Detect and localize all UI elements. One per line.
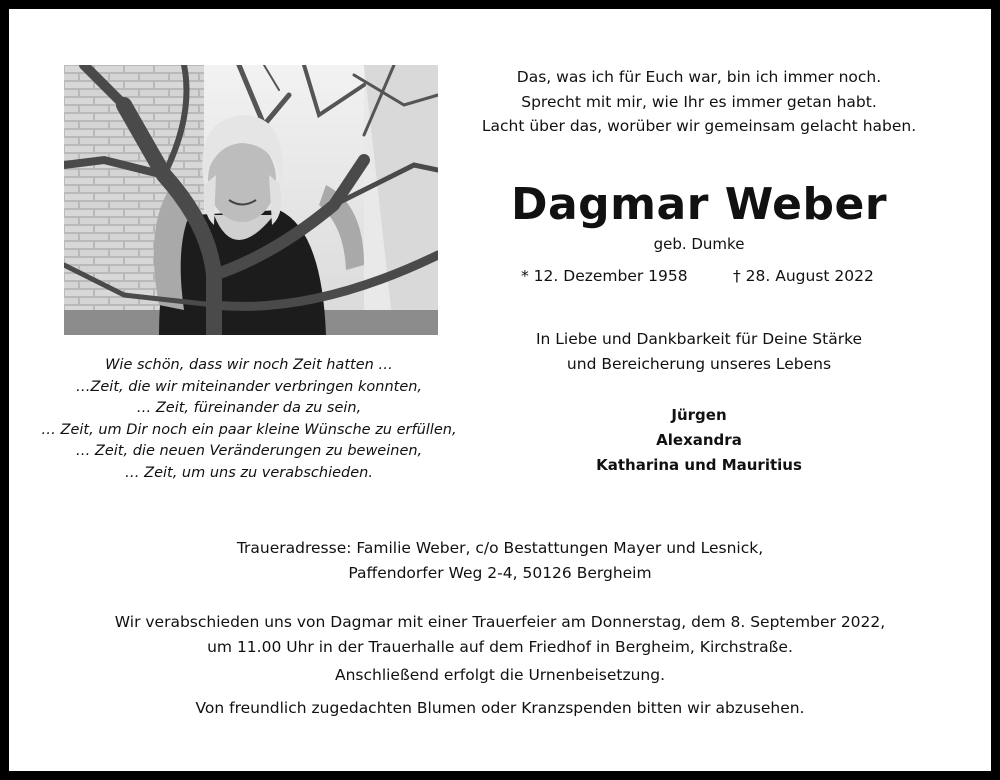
dedication — [459, 327, 939, 376]
birth-name: geb. Dumke — [653, 235, 745, 253]
address-line: Traueradresse: Familie Weber, c/o Bestattungen Mayer und Lesnick, — [236, 539, 764, 557]
poem-line: … Zeit, füreinander da zu sein, — [136, 400, 362, 416]
service-line: Wir verabschieden uns von Dagmar mit einer Trauerfeier am Donnerstag, dem 8. September 2022, — [114, 613, 886, 631]
poem-line: … Zeit, um uns zu verabschieden. — [125, 464, 373, 481]
dedication-line: In Liebe und Dankbarkeit für Deine Stärke — [535, 330, 863, 348]
poem-line: Wie schön, dass wir noch Zeit hatten … — [105, 357, 393, 373]
poem — [29, 355, 469, 484]
quote-line: Lacht über das, worüber wir gemeinsam gelacht haben. — [481, 117, 917, 135]
mourning-address — [9, 536, 991, 585]
poem-line: … Zeit, die neuen Veränderungen zu beweinen, — [75, 443, 423, 459]
service-line: um 11.00 Uhr in der Trauerhalle auf dem Friedhof in Bergheim, Kirchstraße. — [207, 637, 793, 656]
address-line: Paffendorfer Weg 2-4, 50126 Bergheim — [348, 563, 652, 582]
quote-line: Das, was ich für Euch war, bin ich immer noch. — [516, 68, 882, 86]
birth-date: * 12. Dezember 1958 — [521, 267, 688, 285]
obituary-card — [9, 9, 991, 771]
portrait-photo — [64, 65, 438, 335]
family-mourners — [459, 403, 939, 478]
poem-line: … Zeit, um Dir noch ein paar kleine Wünsche zu erfüllen, — [41, 421, 457, 438]
memorial-quote — [459, 65, 939, 139]
poem-line: …Zeit, die wir miteinander verbringen konnten, — [75, 378, 423, 395]
death-date: † 28. August 2022 — [733, 267, 874, 285]
deceased-name: Dagmar Weber — [510, 179, 888, 230]
mourner-name: Jürgen — [671, 406, 727, 424]
funeral-service-info — [9, 610, 991, 659]
dedication-line: und Bereicherung unseres Lebens — [566, 354, 832, 373]
portrait-photo-illustration — [64, 65, 438, 335]
quote-line: Sprecht mit mir, wie Ihr es immer getan habt. — [521, 92, 877, 111]
mourner-name: Alexandra — [656, 431, 742, 449]
flowers-note: Von freundlich zugedachten Blumen oder Kranzspenden bitten wir abzusehen. — [195, 699, 805, 717]
urn-burial-note: Anschließend erfolgt die Urnenbeisetzung. — [334, 666, 666, 684]
mourner-name: Katharina und Mauritius — [596, 456, 802, 474]
